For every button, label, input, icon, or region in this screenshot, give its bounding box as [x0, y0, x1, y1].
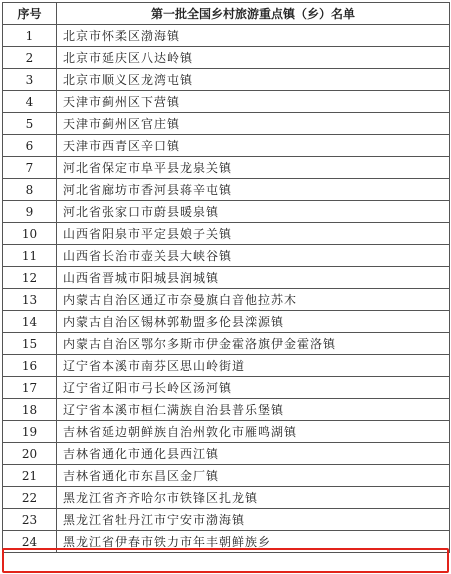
row-township-name: 天津市西青区辛口镇 — [57, 135, 450, 157]
row-index: 21 — [3, 465, 57, 487]
row-township-name: 吉林省延边朝鲜族自治州敦化市雁鸣湖镇 — [57, 421, 450, 443]
row-index: 2 — [3, 47, 57, 69]
row-index: 13 — [3, 289, 57, 311]
row-township-name: 辽宁省辽阳市弓长岭区汤河镇 — [57, 377, 450, 399]
row-township-name: 天津市蓟州区下营镇 — [57, 91, 450, 113]
table-row — [3, 223, 450, 245]
row-index: 15 — [3, 333, 57, 355]
table-row — [3, 47, 450, 69]
row-index: 5 — [3, 113, 57, 135]
table-row — [3, 399, 450, 421]
table-row — [3, 443, 450, 465]
row-township-name: 黑龙江省齐齐哈尔市铁锋区扎龙镇 — [57, 487, 450, 509]
row-index: 24 — [3, 531, 57, 553]
row-township-name: 吉林省通化市东昌区金厂镇 — [57, 465, 450, 487]
row-township-name: 河北省廊坊市香河县蒋辛屯镇 — [57, 179, 450, 201]
table-row — [3, 421, 450, 443]
row-index: 14 — [3, 311, 57, 333]
table-row — [3, 25, 450, 47]
row-index: 17 — [3, 377, 57, 399]
row-township-name: 北京市怀柔区渤海镇 — [57, 25, 450, 47]
row-township-name: 吉林省通化市通化县西江镇 — [57, 443, 450, 465]
table-row — [3, 201, 450, 223]
row-township-name: 河北省保定市阜平县龙泉关镇 — [57, 157, 450, 179]
table-row — [3, 113, 450, 135]
table-row — [3, 69, 450, 91]
row-township-name: 天津市蓟州区官庄镇 — [57, 113, 450, 135]
row-index: 8 — [3, 179, 57, 201]
row-township-name: 黑龙江省伊春市铁力市年丰朝鲜族乡 — [57, 531, 450, 553]
row-township-name: 内蒙古自治区鄂尔多斯市伊金霍洛旗伊金霍洛镇 — [57, 333, 450, 355]
row-township-name: 北京市顺义区龙湾屯镇 — [57, 69, 450, 91]
row-index: 20 — [3, 443, 57, 465]
row-index: 23 — [3, 509, 57, 531]
row-township-name: 辽宁省本溪市南芬区思山岭街道 — [57, 355, 450, 377]
table-body — [3, 25, 450, 553]
table-row — [3, 157, 450, 179]
table-row — [3, 289, 450, 311]
row-index: 3 — [3, 69, 57, 91]
row-index: 9 — [3, 201, 57, 223]
row-index: 6 — [3, 135, 57, 157]
row-index: 7 — [3, 157, 57, 179]
table-row — [3, 487, 450, 509]
table-row — [3, 91, 450, 113]
row-township-name: 北京市延庆区八达岭镇 — [57, 47, 450, 69]
table-row — [3, 355, 450, 377]
row-index: 11 — [3, 245, 57, 267]
row-index: 18 — [3, 399, 57, 421]
row-index: 22 — [3, 487, 57, 509]
table-row — [3, 267, 450, 289]
table-header-row — [3, 3, 450, 25]
table-row — [3, 245, 450, 267]
row-index: 16 — [3, 355, 57, 377]
table-row — [3, 179, 450, 201]
table-row — [3, 465, 450, 487]
table-row — [3, 333, 450, 355]
row-index: 4 — [3, 91, 57, 113]
table-row — [3, 531, 450, 553]
row-index: 1 — [3, 25, 57, 47]
table-row — [3, 311, 450, 333]
row-index: 10 — [3, 223, 57, 245]
row-index: 19 — [3, 421, 57, 443]
row-township-name: 内蒙古自治区锡林郭勒盟多伦县滦源镇 — [57, 311, 450, 333]
column-header-name: 第一批全国乡村旅游重点镇（乡）名单 — [57, 3, 450, 25]
row-township-name: 内蒙古自治区通辽市奈曼旗白音他拉苏木 — [57, 289, 450, 311]
column-header-index: 序号 — [3, 3, 57, 25]
row-township-name: 山西省长治市壶关县大峡谷镇 — [57, 245, 450, 267]
document-page — [2, 2, 449, 553]
row-index: 12 — [3, 267, 57, 289]
table-row — [3, 509, 450, 531]
row-township-name: 山西省晋城市阳城县润城镇 — [57, 267, 450, 289]
row-township-name: 山西省阳泉市平定县娘子关镇 — [57, 223, 450, 245]
row-township-name: 河北省张家口市蔚县暖泉镇 — [57, 201, 450, 223]
table-row — [3, 377, 450, 399]
township-list-table — [2, 2, 450, 553]
row-township-name: 辽宁省本溪市桓仁满族自治县普乐堡镇 — [57, 399, 450, 421]
table-row — [3, 135, 450, 157]
row-township-name: 黑龙江省牡丹江市宁安市渤海镇 — [57, 509, 450, 531]
